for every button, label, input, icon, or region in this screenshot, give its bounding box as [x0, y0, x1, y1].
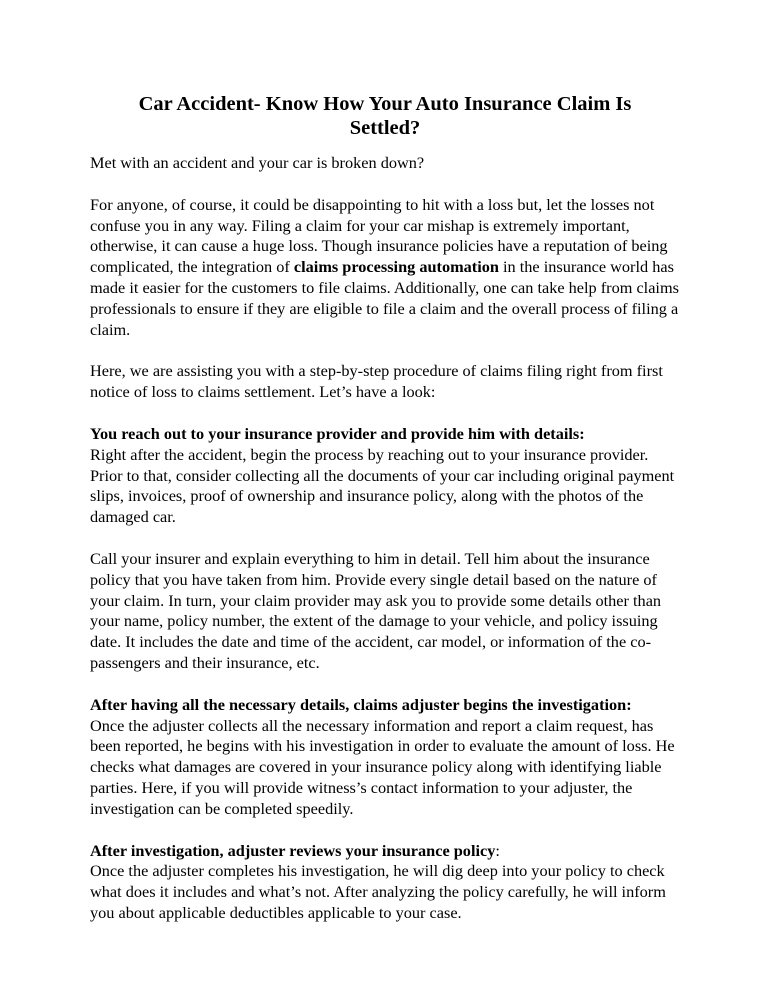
paragraph-text: For anyone, of course, it could be disappointing to hit with a loss but, let the losses not confuse you in any way. Filing a claim for your car mishap is extremely important, otherwise, it can cause a huge loss. Though insurance policies have a reputation of being complicated, the integration of: [90, 194, 668, 277]
section-body: Once the adjuster collects all the necessary information and report a claim request, has been reported, he begins with his investigation in order to evaluate the amount of loss. He checks what damages are covered in your insurance policy along with identifying liable parties. Here, if you will provide witness’s contact information to your adjuster, the investigation can be completed speedily.: [90, 715, 675, 818]
section-investigation: [90, 695, 680, 820]
heading-colon: :: [495, 840, 500, 860]
paragraph-text: in the insurance world has made it easier for the customers to file claims. Additionally, one can take help from claims professionals to ensure if they are eligible to file a claim and the overall process of filing a claim.: [90, 257, 679, 339]
paragraph-step-by-step: Here, we are assisting you with a step-by-step procedure of claims filing right from first notice of loss to claims settlement. Let’s have a look:: [90, 361, 663, 402]
section-heading: After investigation, adjuster reviews your insurance policy: [90, 840, 496, 860]
intro-paragraph: Met with an accident and your car is broken down?: [90, 153, 425, 172]
section-body: Once the adjuster completes his investigation, he will dig deep into your policy to check what does it includes and what’s not. After analyzing the policy carefully, he will inform you about applicable deductibles applicable to your case.: [90, 861, 666, 922]
section-heading: After having all the necessary details, claims adjuster begins the investigation:: [90, 694, 632, 714]
section-reach-out: [90, 424, 680, 528]
paragraph-call-insurer: Call your insurer and explain everything to him in detail. Tell him about the insurance policy that you have taken from him. Provide every single detail based on the nature of your claim. In turn, your claim provider may ask you to provide some details other than your name, policy number, the extent of the damage to your vehicle, and policy issuing date. It includes the date and time of the accident, car model, or information of the co-passengers and their insurance, etc.: [90, 548, 662, 672]
document-title: Car Accident- Know How Your Auto Insurance Claim Is Settled?: [138, 93, 632, 139]
section-heading-line: [90, 841, 680, 862]
claims-processing-automation-bold: claims processing automation: [293, 257, 499, 277]
section-policy-review: [90, 841, 680, 924]
section-body: Right after the accident, begin the process by reaching out to your insurance provider. Prior to that, consider collecting all the documents of your car including original payment slips, invoices, proof of ownership and insurance policy, along with the photos of the damaged car.: [90, 444, 675, 527]
section-heading: You reach out to your insurance provider and provide him with details:: [90, 423, 585, 443]
paragraph-claims-automation: [90, 195, 680, 341]
